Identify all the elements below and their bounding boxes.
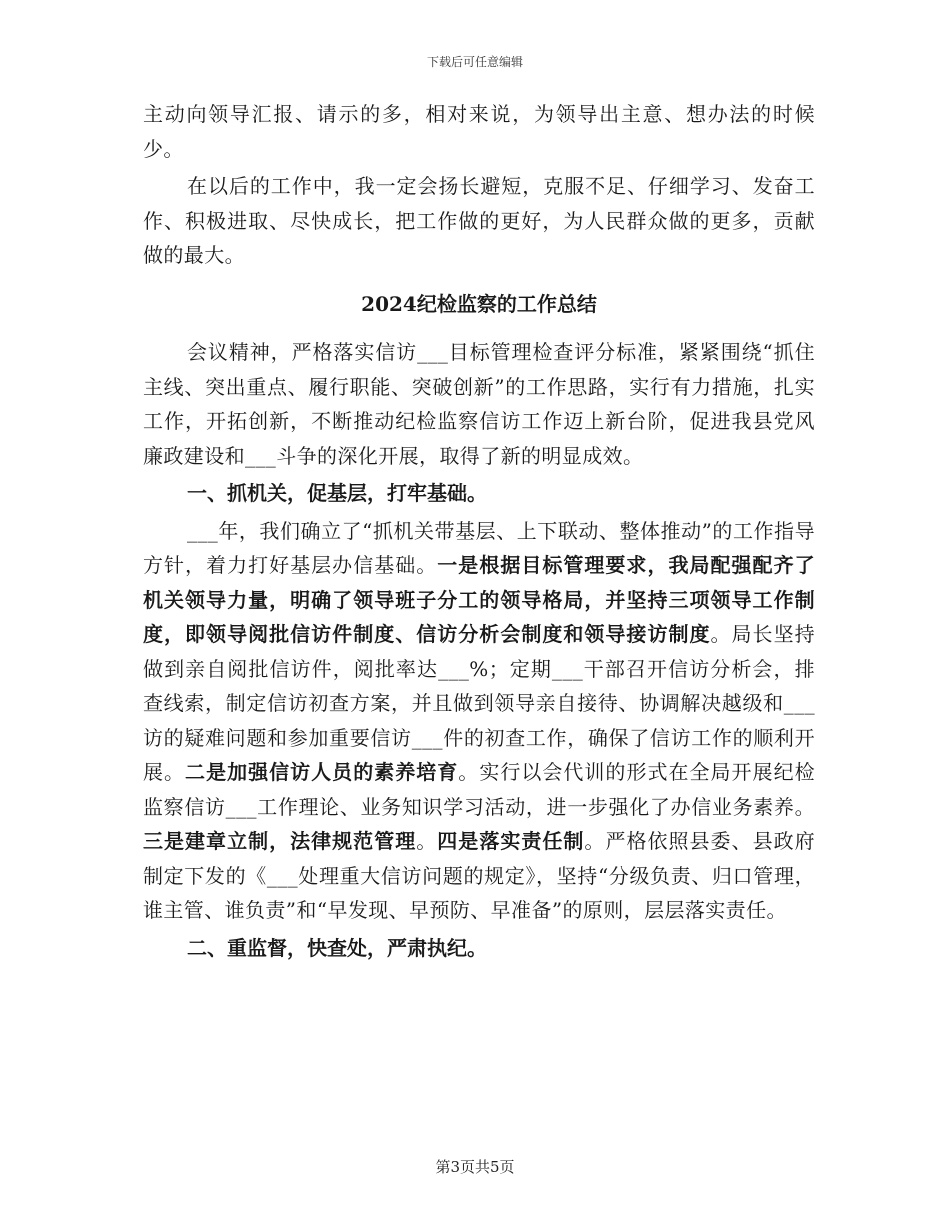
paragraph-4-bold-4: 四是落实责任制	[437, 829, 585, 853]
paragraph-1: 主动向领导汇报、请示的多，相对来说，为领导出主意、想办法的时候少。	[143, 102, 815, 161]
page-footer: 第3页共5页	[435, 1158, 515, 1176]
paragraph-4-text-4: 。	[416, 829, 438, 853]
paragraph-4-text-2: 。局长坚持做到亲自阅批信访件，阅批率达___%；定期___干部召开信访分析会，排查线索，制定信访初查方案，并且做到领导亲自接待、协调解决越级和___访的疑难问题和参加重要信访___件的初查工作，确保了信访工作的顺利开展。	[143, 622, 815, 784]
paragraph-4-bold-1: 一是根据目标管理要求，我局配强配齐了机关领导力量，明确了领导班子分工的领导格局，并坚持三项领导工作制度，即领导阅批信访件制度、信访分析会制度和领导接访制度	[143, 553, 815, 646]
document-body	[143, 97, 815, 968]
paragraph-4-text-3: 。实行以会代训的形式在全局开展纪检监察信访___工作理论、业务知识学习活动，进一步强化了办信业务素养。	[143, 760, 815, 819]
paragraph-4-bold-3: 三是建章立制，法律规范管理	[143, 829, 417, 853]
paragraph-4-text-5: 。严格依照县委、县政府制定下发的《___处理重大信访问题的规定》，坚持“分级负责、归口管理，谁主管、谁负责”和“早发现、早预防、早准备”的原则，层层落实责任。	[143, 829, 816, 922]
section-heading-1: 一、抓机关，促基层，打牢基础。	[187, 481, 487, 505]
document-title: 2024纪检监察的工作总结	[361, 291, 597, 316]
header-note: 下载后可任意编辑	[426, 55, 523, 69]
paragraph-3: 会议精神，严格落实信访___目标管理检查评分标准，紧紧围绕“抓住主线、突出重点、履行职能、突破创新”的工作思路，实行有力措施，扎实工作，开拓创新，不断推动纪检监察信访工作迈上新台阶，促进我县党风廉政建设和___斗争的深化开展，取得了新的明显成效。	[143, 340, 815, 468]
paragraph-4-text-1: ___年，我们确立了“抓机关带基层、上下联动、整体推动”的工作指导方针，着力打好基层办信基础。	[143, 518, 815, 577]
paragraph-4	[143, 514, 815, 928]
paragraph-4-bold-2: 二是加强信访人员的素养培育	[185, 760, 459, 784]
section-heading-2: 二、重监督，快查处，严肃执纪。	[187, 935, 487, 960]
paragraph-2: 在以后的工作中，我一定会扬长避短，克服不足、仔细学习、发奋工作、积极进取、尽快成长，把工作做的更好，为人民群众做的更多，贡献做的最大。	[143, 174, 815, 267]
